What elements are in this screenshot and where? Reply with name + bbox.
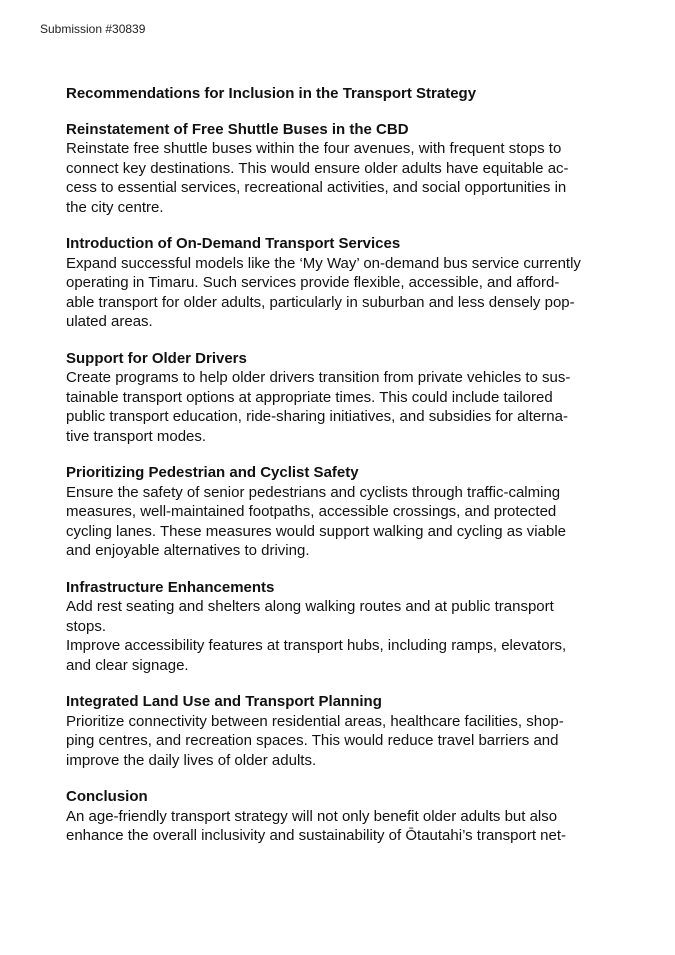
document-body xyxy=(66,84,626,863)
section-infrastructure xyxy=(66,578,626,676)
section-heading: Prioritizing Pedestrian and Cyclist Safety xyxy=(66,464,359,481)
document-title: Recommendations for Inclusion in the Transport Strategy xyxy=(66,85,477,102)
section-paragraph: Improve accessibility features at transport hubs, including ramps, elevators, and clear signage. xyxy=(66,637,567,674)
section-paragraph: Reinstate free shuttle buses within the four avenues, with frequent stops to connect key destinations. This would ensure older adults have equitable ac- cess to essential services, recreational activities, and social opportunities in the city centre. xyxy=(66,140,569,216)
section-heading: Support for Older Drivers xyxy=(66,349,247,367)
section-heading: Conclusion xyxy=(66,788,148,805)
section-on-demand xyxy=(66,234,626,332)
section-paragraph: An age-friendly transport strategy will not only benefit older adults but also enhance the overall inclusivity and sustainability of Ōtautahi’s transport net- xyxy=(66,807,567,844)
section-older-drivers xyxy=(66,349,626,447)
section-heading: Reinstatement of Free Shuttle Buses in the CBD xyxy=(66,120,409,138)
section-free-shuttle xyxy=(66,120,626,218)
section-pedestrian-safety xyxy=(66,463,626,561)
submission-number: Submission #30839 xyxy=(40,22,146,36)
section-heading: Integrated Land Use and Transport Planning xyxy=(66,693,382,710)
section-paragraph: Ensure the safety of senior pedestrians and cyclists through traffic-calming measures, well-maintained footpaths, accessible crossings, and protected cycling lanes. These measures would support walking and cycling as viable and enjoyable alternatives to driving. xyxy=(66,483,566,559)
section-paragraph: Add rest seating and shelters along walking routes and at public transport stops. xyxy=(66,598,554,635)
section-conclusion xyxy=(66,787,626,846)
section-heading: Introduction of On-Demand Transport Services xyxy=(66,235,401,252)
section-heading: Infrastructure Enhancements xyxy=(66,578,275,596)
section-land-use xyxy=(66,692,626,770)
section-paragraph: Prioritize connectivity between residential areas, healthcare facilities, shop- ping centres, and recreation spaces. This would reduce travel barriers and improve the daily lives of older adults. xyxy=(66,712,564,769)
section-paragraph: Expand successful models like the ‘My Way’ on-demand bus service currently operating in Timaru. Such services provide flexible, accessible, and afford- able transport for older adults, particularly in suburban and less densely pop- ulated areas. xyxy=(66,254,581,330)
section-paragraph: Create programs to help older drivers transition from private vehicles to sus- tainable transport options at appropriate times. This could include tailored public transport education, ride-sharing initiatives, and subsidies for alterna- tive transport modes. xyxy=(66,369,571,445)
